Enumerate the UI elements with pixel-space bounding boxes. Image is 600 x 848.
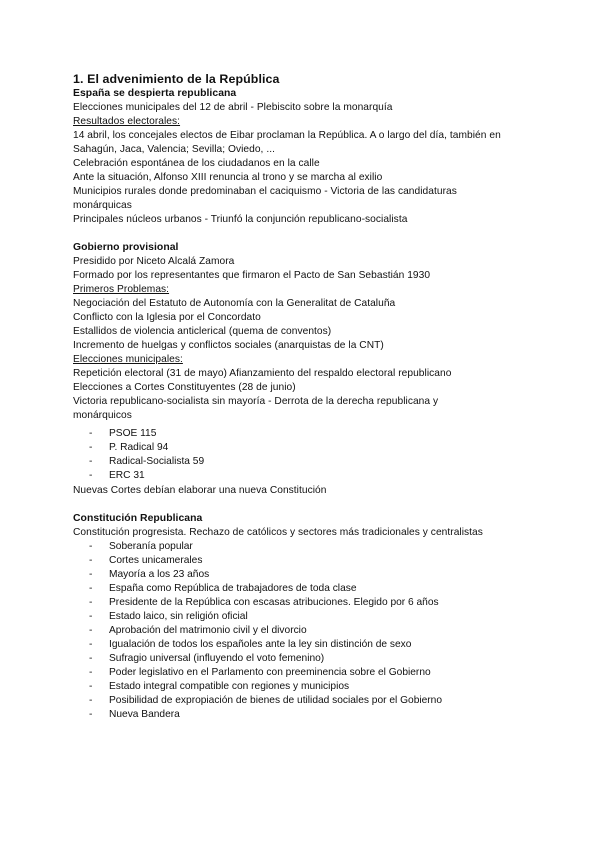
paragraph: Nuevas Cortes debían elaborar una nueva Constitución xyxy=(73,485,327,496)
section-label: Primeros Problemas: xyxy=(73,284,170,295)
paragraph: Elecciones municipales del 12 de abril - Plebiscito sobre la monarquía xyxy=(73,102,393,113)
list-item: Poder legislativo en el Parlamento con preeminencia sobre el Gobierno xyxy=(109,667,431,678)
bullet-dash: - xyxy=(89,611,93,622)
bullet-dash: - xyxy=(89,541,93,552)
paragraph: Celebración espontánea de los ciudadanos en la calle xyxy=(73,158,320,169)
list-item: Estado laico, sin religión oficial xyxy=(109,611,248,622)
bullet-dash: - xyxy=(89,569,93,580)
bullet-dash: - xyxy=(89,695,93,706)
bullet-dash: - xyxy=(89,639,93,650)
list-item: Posibilidad de expropiación de bienes de utilidad sociales por el Gobierno xyxy=(109,695,443,706)
list-item: Estado integral compatible con regiones y municipios xyxy=(109,681,350,692)
bullet-dash: - xyxy=(89,442,93,453)
section-title-espana: España se despierta republicana xyxy=(73,88,237,99)
list-item: Presidente de la República con escasas atribuciones. Elegido por 6 años xyxy=(109,597,439,608)
paragraph: Negociación del Estatuto de Autonomía con la Generalitat de Cataluña xyxy=(73,298,396,309)
section-title-constitucion: Constitución Republicana xyxy=(73,513,203,524)
section-label: Elecciones municipales: xyxy=(73,354,183,365)
paragraph: Conflicto con la Iglesia por el Concordato xyxy=(73,312,261,323)
bullet-dash: - xyxy=(89,470,93,481)
list-item: Sufragio universal (influyendo el voto femenino) xyxy=(109,653,325,664)
paragraph: Incremento de huelgas y conflictos sociales (anarquistas de la CNT) xyxy=(73,340,384,351)
list-item: ERC 31 xyxy=(109,470,145,481)
list-item: PSOE 115 xyxy=(109,428,157,439)
paragraph: Formado por los representantes que firmaron el Pacto de San Sebastián 1930 xyxy=(73,270,431,281)
list-item: P. Radical 94 xyxy=(109,442,169,453)
bullet-dash: - xyxy=(89,583,93,594)
paragraph: Repetición electoral (31 de mayo) Afianzamiento del respaldo electoral republicano xyxy=(73,368,452,379)
paragraph: Constitución progresista. Rechazo de católicos y sectores más tradicionales y centralistas xyxy=(73,527,483,538)
section-title-gobierno: Gobierno provisional xyxy=(73,242,179,253)
list-item: Nueva Bandera xyxy=(109,709,180,720)
bullet-dash: - xyxy=(89,709,93,720)
paragraph: Elecciones a Cortes Constituyentes (28 de junio) xyxy=(73,382,296,393)
bullet-dash: - xyxy=(89,597,93,608)
bullet-dash: - xyxy=(89,625,93,636)
list-item: Igualación de todos los españoles ante la ley sin distinción de sexo xyxy=(109,639,412,650)
bullet-dash: - xyxy=(89,456,93,467)
paragraph: Presidido por Niceto Alcalá Zamora xyxy=(73,256,235,267)
section-label: Resultados electorales: xyxy=(73,116,181,127)
list-item: España como República de trabajadores de toda clase xyxy=(109,583,357,594)
list-item: Radical-Socialista 59 xyxy=(109,456,205,467)
paragraph: Victoria republicano-socialista sin mayoría - Derrota de la derecha republicana y monárquicos xyxy=(73,396,439,421)
list-item: Soberanía popular xyxy=(109,541,193,552)
bullet-dash: - xyxy=(89,653,93,664)
list-item: Aprobación del matrimonio civil y el divorcio xyxy=(109,625,307,636)
list-item: Cortes unicamerales xyxy=(109,555,203,566)
paragraph: 14 abril, los concejales electos de Eibar proclaman la República. A o largo del día, también en Sahagún, Jaca, Valencia; Sevilla; Oviedo, ... xyxy=(73,130,501,155)
document-heading: 1. El advenimiento de la República xyxy=(73,72,280,86)
paragraph: Ante la situación, Alfonso XIII renuncia al trono y se marcha al exilio xyxy=(73,172,383,183)
bullet-dash: - xyxy=(89,667,93,678)
paragraph: Principales núcleos urbanos - Triunfó la conjunción republicano-socialista xyxy=(73,214,408,225)
bullet-dash: - xyxy=(89,428,93,439)
bullet-dash: - xyxy=(89,681,93,692)
bullet-dash: - xyxy=(89,555,93,566)
paragraph: Municipios rurales donde predominaban el caciquismo - Victoria de las candidaturas monárquicas xyxy=(73,186,457,211)
list-item: Mayoría a los 23 años xyxy=(109,569,210,580)
paragraph: Estallidos de violencia anticlerical (quema de conventos) xyxy=(73,326,332,337)
